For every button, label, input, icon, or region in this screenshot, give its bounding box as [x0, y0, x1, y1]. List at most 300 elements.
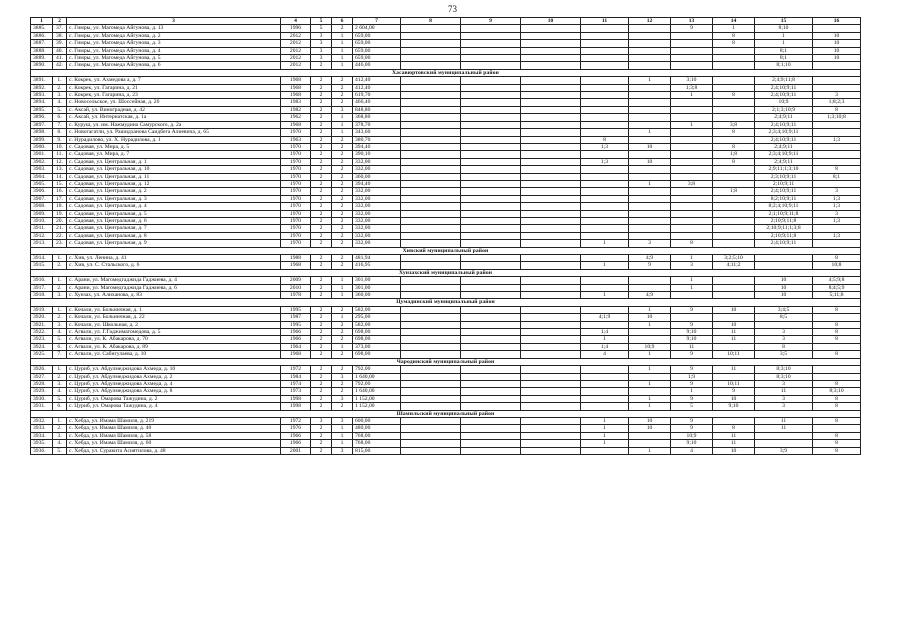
table-cell: 2	[311, 395, 332, 402]
header-cell: 13	[671, 18, 713, 25]
table-cell	[521, 321, 581, 328]
table-cell	[581, 366, 629, 373]
table-cell: 9	[671, 321, 713, 328]
table-cell: 39.	[53, 40, 67, 47]
table-row	[31, 62, 861, 69]
table-cell: 2	[311, 373, 332, 380]
district-title: Хивский муниципальный район	[31, 247, 861, 254]
table-cell: 16.	[53, 188, 67, 195]
table-cell: 2	[311, 151, 332, 158]
table-cell: с. Гимры, ул. Магомеда Айгунова, д. 6	[67, 62, 281, 69]
table-cell	[521, 136, 581, 143]
table-row	[31, 432, 861, 439]
table-cell: 1	[332, 440, 353, 447]
table-cell: 10;9	[671, 432, 713, 439]
table-cell	[713, 343, 755, 350]
table-cell: 3902.	[31, 158, 53, 165]
table-cell: 332,00	[353, 210, 401, 217]
header-cell: 2	[53, 18, 67, 25]
table-cell: 3899.	[31, 136, 53, 143]
table-cell	[629, 440, 671, 447]
table-cell	[461, 225, 521, 232]
table-cell	[713, 240, 755, 247]
table-cell	[581, 55, 629, 62]
table-cell: 3	[332, 373, 353, 380]
table-cell	[401, 432, 461, 439]
table-cell	[581, 203, 629, 210]
table-cell: 619,70	[353, 92, 401, 99]
table-cell: 2;10;9;11	[755, 180, 813, 187]
table-cell: 3	[311, 32, 332, 39]
table-cell: 659,00	[353, 40, 401, 47]
table-cell	[461, 25, 521, 32]
table-cell	[713, 114, 755, 121]
table-cell	[521, 277, 581, 284]
table-cell: 3;2;5;10	[713, 255, 755, 262]
table-cell	[713, 173, 755, 180]
table-cell	[461, 136, 521, 143]
table-cell: 8	[813, 106, 861, 113]
table-cell: 1	[629, 366, 671, 373]
table-cell: 332,00	[353, 203, 401, 210]
table-cell: с. Садовая, ул. Центральная, д. 11	[67, 173, 281, 180]
table-cell: 4.	[53, 388, 67, 395]
table-cell: 10	[813, 40, 861, 47]
table-cell: с. Куруш, ул. им. Нажмудина Самурского, д. 2а	[67, 121, 281, 128]
table-cell: 4	[581, 351, 629, 358]
table-cell	[581, 210, 629, 217]
table-cell: 3	[332, 417, 353, 424]
table-row	[31, 92, 861, 99]
table-cell	[581, 195, 629, 202]
table-cell	[581, 40, 629, 47]
table-row	[31, 255, 861, 262]
table-cell	[461, 32, 521, 39]
table-cell: 2.	[53, 262, 67, 269]
table-cell: 390,10	[353, 151, 401, 158]
table-cell: 3	[332, 106, 353, 113]
table-cell: 8;2;4;10;9;11	[755, 203, 813, 210]
table-cell: 10;9	[755, 99, 813, 106]
table-cell: 3885.	[31, 25, 53, 32]
table-row	[31, 180, 861, 187]
district-row	[31, 410, 861, 417]
table-cell: 1;3	[813, 136, 861, 143]
table-cell: 1968	[281, 77, 311, 84]
table-cell	[401, 380, 461, 387]
table-cell	[521, 447, 581, 454]
table-cell: 2.	[53, 284, 67, 291]
table-cell: 1	[332, 277, 353, 284]
table-cell: с. Садовая, ул. Центральная, д. 5	[67, 210, 281, 217]
table-cell: 1	[629, 380, 671, 387]
table-cell: с. Цуриб, ул. Абдулмеджидова Ахмеда, д. 4	[67, 380, 281, 387]
table-cell: 5;11;8	[813, 292, 861, 299]
district-title: Хасавюртовский муниципальный район	[31, 69, 861, 76]
table-cell: 2	[332, 166, 353, 173]
table-cell	[521, 32, 581, 39]
table-cell	[461, 173, 521, 180]
table-cell: 1	[671, 121, 713, 128]
table-cell: 3897.	[31, 121, 53, 128]
table-cell: 1976	[281, 425, 311, 432]
table-cell: 2;4;10;9;11	[755, 240, 813, 247]
table-cell	[521, 166, 581, 173]
table-cell: 1984	[281, 373, 311, 380]
table-cell	[521, 158, 581, 165]
header-cell: 14	[713, 18, 755, 25]
table-row	[31, 306, 861, 313]
table-cell	[713, 136, 755, 143]
table-cell: 1;8	[713, 188, 755, 195]
table-row	[31, 217, 861, 224]
table-cell	[521, 195, 581, 202]
table-cell: 2	[311, 351, 332, 358]
table-cell: 3893.	[31, 92, 53, 99]
table-cell: 1	[629, 77, 671, 84]
table-row	[31, 40, 861, 47]
table-cell: 1972	[281, 366, 311, 373]
table-cell: 9;10	[671, 329, 713, 336]
table-cell: 9;10	[671, 440, 713, 447]
table-cell	[813, 314, 861, 321]
table-cell: 1	[629, 395, 671, 402]
table-cell	[581, 306, 629, 313]
district-title: Чародинский муниципальный район	[31, 358, 861, 365]
table-row	[31, 232, 861, 239]
table-cell	[581, 284, 629, 291]
table-cell: с. Гимры, ул. Магомеда Айгунова, д. 5	[67, 55, 281, 62]
header-cell: 16	[813, 18, 861, 25]
table-cell: 11	[671, 343, 713, 350]
table-cell: 2 604,00	[353, 25, 401, 32]
table-cell	[581, 92, 629, 99]
table-cell	[629, 329, 671, 336]
table-cell: 412,40	[353, 77, 401, 84]
table-cell: 1970	[281, 210, 311, 217]
table-cell: 301,00	[353, 284, 401, 291]
table-cell: 10;11	[713, 351, 755, 358]
table-cell: 368,80	[353, 114, 401, 121]
table-cell: 2	[332, 336, 353, 343]
table-cell: 3901.	[31, 151, 53, 158]
table-cell: с. Цуриб, ул. Омарова Тажудина, д. 4	[67, 403, 281, 410]
table-cell: с. Гимры, ул. Магомеда Айгунова, д. 2	[67, 32, 281, 39]
table-cell: 11	[713, 336, 755, 343]
table-cell: 23.	[53, 240, 67, 247]
table-cell: 11	[755, 425, 813, 432]
district-title: Шамильский муниципальный район	[31, 410, 861, 417]
table-cell	[581, 180, 629, 187]
table-cell: 1	[332, 343, 353, 350]
table-cell	[813, 225, 861, 232]
table-cell: 2	[311, 232, 332, 239]
table-cell: 1	[332, 432, 353, 439]
table-cell	[671, 232, 713, 239]
housing-registry-table	[30, 17, 861, 455]
table-cell: 8	[713, 92, 755, 99]
table-cell: 3898.	[31, 129, 53, 136]
table-cell	[401, 240, 461, 247]
table-cell: 3	[755, 329, 813, 336]
table-cell	[581, 255, 629, 262]
table-cell: 2	[311, 195, 332, 202]
table-cell: 343,60	[353, 129, 401, 136]
table-cell: 3919.	[31, 306, 53, 313]
table-cell	[629, 173, 671, 180]
table-cell: 10	[629, 425, 671, 432]
table-cell: 2	[332, 143, 353, 150]
table-cell: 2	[332, 380, 353, 387]
table-cell: 8	[813, 395, 861, 402]
table-cell	[401, 351, 461, 358]
table-cell	[813, 77, 861, 84]
table-cell: 1970	[281, 195, 311, 202]
table-cell	[521, 373, 581, 380]
table-cell	[461, 195, 521, 202]
table-cell: 8	[713, 425, 755, 432]
table-cell: 3915.	[31, 262, 53, 269]
table-cell	[401, 158, 461, 165]
table-cell: 2.	[53, 425, 67, 432]
table-cell: 2	[311, 136, 332, 143]
table-cell: 8;3;10	[755, 366, 813, 373]
table-row	[31, 314, 861, 321]
table-cell	[629, 195, 671, 202]
table-cell	[521, 284, 581, 291]
table-cell: 1.	[53, 306, 67, 313]
district-row	[31, 299, 861, 306]
table-cell: 360,00	[353, 173, 401, 180]
table-cell	[401, 388, 461, 395]
table-cell: с. Новосельское, ул. Шоссейная, д. 26	[67, 99, 281, 106]
table-cell	[461, 158, 521, 165]
table-cell	[713, 225, 755, 232]
table-cell: 1966	[281, 329, 311, 336]
table-cell: с. Кокрек, ул. Гагарина, д. 23	[67, 92, 281, 99]
table-cell	[461, 440, 521, 447]
table-cell: с. Хебда, ул. Имама Шамиля, д. 40	[67, 425, 281, 432]
table-cell: 8	[713, 158, 755, 165]
header-cell: 3	[67, 18, 281, 25]
table-cell: 10	[713, 321, 755, 328]
table-cell: 3933.	[31, 425, 53, 432]
table-cell: 2	[332, 403, 353, 410]
table-cell	[581, 447, 629, 454]
table-cell: 1;3	[813, 232, 861, 239]
table-cell: 1	[671, 92, 713, 99]
table-cell: 1966	[281, 336, 311, 343]
table-cell: 1973	[281, 388, 311, 395]
table-cell	[713, 47, 755, 54]
table-cell: 1	[332, 292, 353, 299]
table-cell	[521, 225, 581, 232]
table-cell	[401, 47, 461, 54]
table-cell	[401, 277, 461, 284]
table-cell	[521, 143, 581, 150]
table-cell	[671, 225, 713, 232]
table-cell: 1970	[281, 151, 311, 158]
table-cell	[521, 329, 581, 336]
table-cell: 2	[311, 336, 332, 343]
table-cell: 848,80	[353, 106, 401, 113]
table-cell: 6.	[53, 403, 67, 410]
table-cell: 2.	[53, 373, 67, 380]
table-cell: 11	[713, 432, 755, 439]
table-cell: 9.	[53, 136, 67, 143]
table-cell: 1	[581, 336, 629, 343]
table-cell: 3936.	[31, 447, 53, 454]
table-cell: 10	[629, 314, 671, 321]
table-cell: 4;9	[629, 292, 671, 299]
table-cell	[755, 321, 813, 328]
table-row	[31, 99, 861, 106]
header-cell: 5	[311, 18, 332, 25]
table-cell: 659,00	[353, 47, 401, 54]
table-cell	[461, 262, 521, 269]
table-cell: 2	[332, 329, 353, 336]
table-cell: 1968	[281, 84, 311, 91]
table-row	[31, 240, 861, 247]
table-cell: с. Садовая, ул. Центральная, д. 8	[67, 232, 281, 239]
table-cell	[461, 417, 521, 424]
table-cell: 10	[713, 395, 755, 402]
table-cell: 480,00	[353, 425, 401, 432]
table-cell	[713, 373, 755, 380]
table-cell	[461, 351, 521, 358]
table-cell: 3895.	[31, 106, 53, 113]
table-cell: 9	[713, 388, 755, 395]
table-cell: 1970	[281, 158, 311, 165]
table-cell	[461, 329, 521, 336]
table-cell: 582,00	[353, 306, 401, 313]
table-row	[31, 114, 861, 121]
table-cell: 8;2;10;9;11	[755, 195, 813, 202]
table-cell	[629, 432, 671, 439]
table-cell: 3	[332, 447, 353, 454]
table-cell: с. Хебда, ул. Имама Шамиля, д. 60	[67, 440, 281, 447]
table-cell: 7.	[53, 121, 67, 128]
table-cell: 2	[332, 92, 353, 99]
table-cell	[629, 166, 671, 173]
table-cell: 3920.	[31, 314, 53, 321]
table-cell	[713, 55, 755, 62]
table-cell	[581, 114, 629, 121]
table-cell	[401, 136, 461, 143]
table-cell: с. Садовая, ул. Центральная, д. 9	[67, 240, 281, 247]
table-cell: 8;3;10	[755, 373, 813, 380]
table-cell	[671, 114, 713, 121]
table-cell	[461, 306, 521, 313]
table-cell	[813, 25, 861, 32]
table-cell: 3907.	[31, 195, 53, 202]
table-cell: 1.	[53, 277, 67, 284]
table-cell	[401, 255, 461, 262]
table-cell: 2	[332, 173, 353, 180]
table-cell	[713, 84, 755, 91]
table-cell	[713, 195, 755, 202]
table-cell: 2	[311, 388, 332, 395]
table-cell	[629, 373, 671, 380]
table-cell: 3896.	[31, 114, 53, 121]
table-cell: 3912.	[31, 232, 53, 239]
table-cell: 1970	[281, 203, 311, 210]
table-cell: 2	[332, 217, 353, 224]
table-cell: 8	[581, 136, 629, 143]
table-cell	[521, 210, 581, 217]
table-cell	[401, 366, 461, 373]
table-cell: 1	[332, 425, 353, 432]
table-cell	[581, 395, 629, 402]
table-cell: 4.	[53, 329, 67, 336]
table-cell: 8	[713, 32, 755, 39]
table-cell	[401, 166, 461, 173]
table-cell: 8;4;5;9	[813, 284, 861, 291]
district-row	[31, 358, 861, 365]
table-cell	[401, 321, 461, 328]
table-cell	[813, 366, 861, 373]
table-cell: 2	[311, 143, 332, 150]
table-cell	[401, 314, 461, 321]
table-cell	[401, 32, 461, 39]
table-cell: 2	[311, 329, 332, 336]
table-row	[31, 373, 861, 380]
table-cell: с. Агвали, ул. К. Абакарова, д. 89	[67, 343, 281, 350]
table-cell	[461, 106, 521, 113]
table-cell	[521, 121, 581, 128]
table-row	[31, 366, 861, 373]
table-cell: 2	[311, 262, 332, 269]
table-cell	[581, 166, 629, 173]
table-cell	[461, 403, 521, 410]
table-cell: 1	[671, 277, 713, 284]
table-cell	[671, 217, 713, 224]
table-cell: 1	[629, 447, 671, 454]
table-cell	[521, 240, 581, 247]
table-cell	[629, 277, 671, 284]
table-cell	[581, 388, 629, 395]
table-cell: 1;3	[813, 203, 861, 210]
table-cell	[521, 47, 581, 54]
table-cell	[713, 180, 755, 187]
table-cell	[629, 32, 671, 39]
table-cell: 2;3;10;9;11	[755, 173, 813, 180]
table-cell	[401, 440, 461, 447]
table-cell	[461, 40, 521, 47]
table-cell: 8	[813, 380, 861, 387]
table-cell: 8;1	[755, 47, 813, 54]
table-cell: 9;10	[671, 336, 713, 343]
table-cell	[461, 114, 521, 121]
table-cell: 9	[671, 25, 713, 32]
table-cell: 446,00	[353, 62, 401, 69]
table-cell: 2	[311, 166, 332, 173]
table-cell	[629, 336, 671, 343]
table-cell	[813, 158, 861, 165]
table-cell	[521, 151, 581, 158]
table-row	[31, 417, 861, 424]
table-cell	[521, 180, 581, 187]
table-cell	[581, 403, 629, 410]
header-cell: 1	[31, 18, 53, 25]
table-cell: 38.	[53, 32, 67, 39]
table-cell: 8	[813, 255, 861, 262]
table-cell: 698,00	[353, 351, 401, 358]
table-cell: 3922.	[31, 329, 53, 336]
table-cell: 1	[332, 62, 353, 69]
table-cell: 1	[332, 121, 353, 128]
table-cell: 37.	[53, 25, 67, 32]
